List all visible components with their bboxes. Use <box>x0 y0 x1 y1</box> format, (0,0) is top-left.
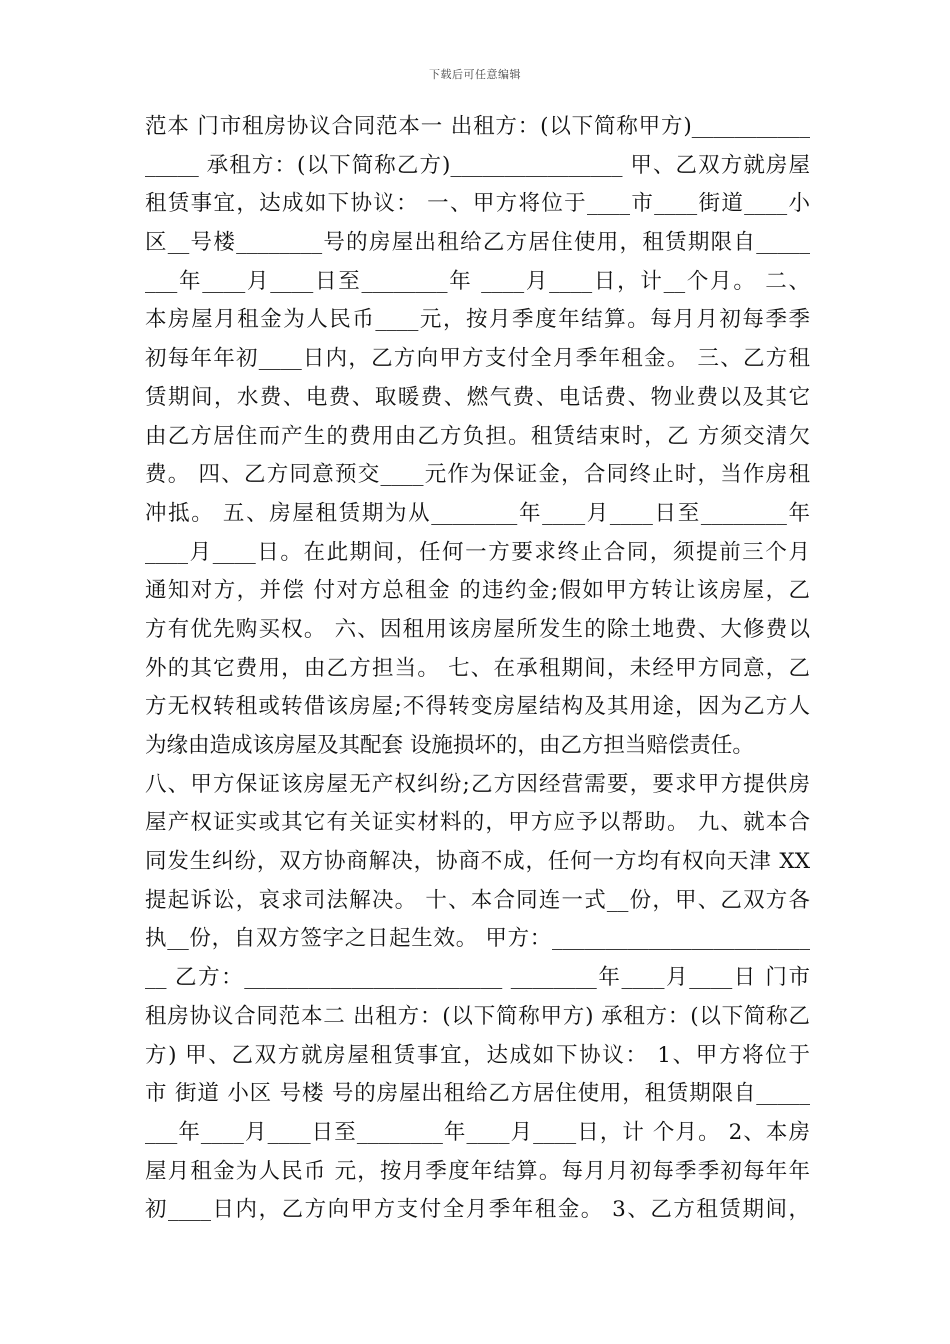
text-line: 方有优先购买权。 六、因租用该房屋所发生的除土地费、大修费以 <box>145 616 810 642</box>
text-line: 区__号楼________号的房屋出租给乙方居住使用，租赁期限自_____ <box>145 230 810 256</box>
text-line: 方) 甲、乙双方就房屋租赁事宜，达成如下协议： 1、甲方将位于 <box>145 1042 810 1068</box>
text-line: _____ 承租方：(以下简称乙方)________________ 甲、乙双方就房屋 <box>145 152 810 178</box>
text-line: 八、甲方保证该房屋无产权纠纷;乙方因经营需要，要求甲方提供房 <box>145 771 810 797</box>
text-line: ____月____日。在此期间，任何一方要求终止合同，须提前三个月 <box>145 539 810 565</box>
text-line: 范本 门市租房协议合同范本一 出租方：(以下简称甲方)___________ <box>145 114 810 139</box>
text-line: 赁期间，水费、电费、取暖费、燃气费、电话费、物业费以及其它 <box>145 384 810 410</box>
text-line: ___年____月____日至________年 ____月____日，计__个月。 二、 <box>145 268 810 294</box>
document-body <box>145 108 810 1230</box>
text-line: 初每年年初____日内，乙方向甲方支付全月季年租金。 三、乙方租 <box>145 346 810 372</box>
text-line: 费。 四、乙方同意预交____元作为保证金，合同终止时，当作房租 <box>145 462 810 488</box>
text-line: 屋月租金为人民币 元，按月季度年结算。每月月初每季季初每年年 <box>145 1158 810 1184</box>
text-line: ___年____月____日至________年____月____日，计 个月。 2、本房 <box>145 1119 810 1145</box>
text-line: 屋产权证实或其它有关证实材料的，甲方应予以帮助。 九、就本合 <box>145 810 810 836</box>
text-line: 本房屋月租金为人民币____元，按月季度年结算。每月月初每季季 <box>145 307 810 333</box>
text-line: 提起诉讼，哀求司法解决。 十、本合同连一式__份，甲、乙双方各 <box>145 887 810 913</box>
text-line: 由乙方居住而产生的费用由乙方负担。租赁结束时，乙 方须交清欠 <box>145 423 810 449</box>
text-line: 为缘由造成该房屋及其配套 设施损坏的，由乙方担当赔偿责任。 <box>145 733 754 758</box>
text-line: 方无权转租或转借该房屋;不得转变房屋结构及其用途，因为乙方人 <box>145 694 810 720</box>
text-line: 外的其它费用，由乙方担当。 七、在承租期间，未经甲方同意，乙 <box>145 655 810 681</box>
text-line: 租房协议合同范本二 出租方：(以下简称甲方) 承租方：(以下简称乙 <box>145 1003 810 1029</box>
text-line: 初____日内，乙方向甲方支付全月季年租金。 3、乙方租赁期间， <box>145 1197 810 1223</box>
text-line: __ 乙方：________________________ ________年____月____日 门市 <box>145 965 810 991</box>
text-line: 租赁事宜，达成如下协议： 一、甲方将位于____市____街道____小 <box>145 191 810 217</box>
text-line: 同发生纠纷，双方协商解决，协商不成，任何一方均有权向天津 XX <box>145 849 810 875</box>
text-line: 执__份，自双方签字之日起生效。 甲方：________________________ <box>145 926 810 952</box>
text-line: 冲抵。 五、房屋租赁期为从________年____月____日至________年 <box>145 500 810 526</box>
text-line: 市 街道 小区 号楼 号的房屋出租给乙方居住使用，租赁期限自_____ <box>145 1081 810 1107</box>
text-line: 通知对方，并偿 付对方总租金 的违约金;假如甲方转让该房屋，乙 <box>145 578 810 604</box>
page-header: 下载后可任意编辑 <box>429 68 521 81</box>
